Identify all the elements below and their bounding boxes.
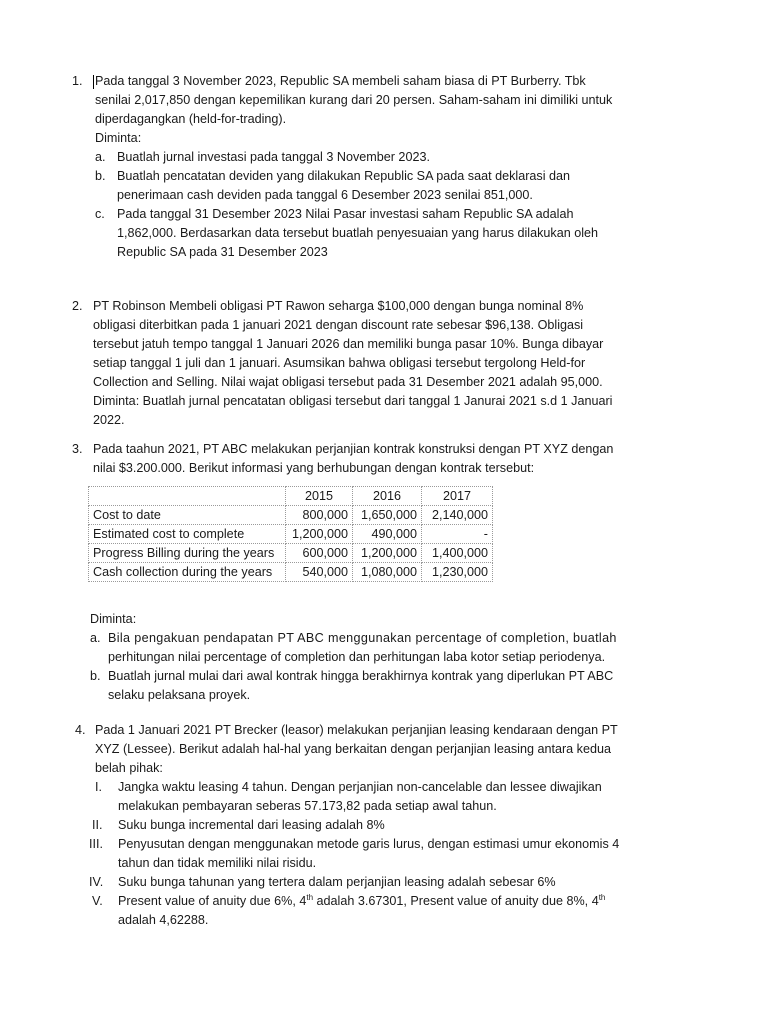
table-cell: 1,200,000 [286, 525, 353, 544]
item-line: Bila pengakuan pendapatan PT ABC menggunakan percentage of completion, buatlah [108, 631, 617, 645]
item-label: a. [95, 150, 106, 164]
item-label: b. [90, 669, 101, 683]
paragraph-line: nilai $3.200.000. Berikut informasi yang berhubungan dengan kontrak tersebut: [93, 461, 535, 475]
table-cell: 800,000 [286, 506, 353, 525]
table-header-cell: 2015 [286, 487, 353, 506]
table-header-cell: 2016 [353, 487, 422, 506]
table-cell: 600,000 [286, 544, 353, 563]
item-label: c. [95, 207, 105, 221]
item-line: Present value of anuity due 6%, 4th adalah 3.67301, Present value of anuity due 8%, 4th [118, 892, 606, 908]
item-label: IV. [89, 875, 104, 889]
question-number: 4. [75, 723, 86, 737]
item-line: Buatlah jurnal investasi pada tanggal 3 November 2023. [117, 150, 430, 164]
item-line: tahun dan tidak memiliki nilai risidu. [118, 856, 317, 870]
item-label: a. [90, 631, 101, 645]
question-number: 2. [72, 299, 83, 313]
item-line: Jangka waktu leasing 4 tahun. Dengan perjanjian non-cancelable dan lessee diwajikan [118, 780, 602, 794]
item-line: Penyusutan dengan menggunakan metode garis lurus, dengan estimasi umur ekonomis 4 [118, 837, 620, 851]
item-label: I. [95, 780, 102, 794]
table-header-row [89, 487, 493, 506]
table-row [89, 563, 493, 582]
item-label: b. [95, 169, 106, 183]
item-label: II. [92, 818, 103, 832]
paragraph-line: setiap tanggal 1 juli dan 1 januari. Asumsikan bahwa obligasi tersebut tergolong Held-for [93, 356, 586, 370]
item-line: Suku bunga incremental dari leasing adalah 8% [118, 818, 385, 832]
table-cell: 1,230,000 [422, 563, 493, 582]
item-label: III. [89, 837, 103, 851]
table-cell: - [422, 525, 493, 544]
paragraph-line: belah pihak: [95, 761, 163, 775]
paragraph-line: Collection and Selling. Nilai wajat obligasi tersebut pada 31 Desember 2021 adalah 95,000. [93, 375, 603, 389]
item-line: Buatlah pencatatan deviden yang dilakukan Republic SA pada saat deklarasi dan [117, 169, 570, 183]
table-cell: Cost to date [89, 506, 286, 525]
paragraph-line: obligasi diterbitkan pada 1 januari 2021 dengan discount rate sebesar $96,138. Obligasi [93, 318, 584, 332]
diminta-label: Diminta: [95, 131, 142, 145]
table-cell: 1,200,000 [353, 544, 422, 563]
paragraph-line: Pada taahun 2021, PT ABC melakukan perjanjian kontrak konstruksi dengan PT XYZ dengan [93, 442, 614, 456]
paragraph-line: tersebut jatuh tempo tanggal 1 Januari 2026 dan memiliki bunga pasar 10%. Bunga dibayar [93, 337, 604, 351]
table-row [89, 525, 493, 544]
question-number: 1. [72, 74, 83, 88]
table-cell: 490,000 [353, 525, 422, 544]
paragraph-line: senilai 2,017,850 dengan kepemilikan kurang dari 20 persen. Saham-saham ini dimiliki untuk [95, 93, 613, 107]
item-line: perhitungan nilai percentage of completion dan perhitungan laba kotor setiap periodenya. [108, 650, 606, 664]
paragraph-line: Pada 1 Januari 2021 PT Brecker (leasor) melakukan perjanjian leasing kendaraan dengan PT [95, 723, 618, 737]
item-label: V. [92, 894, 103, 908]
table-cell: 1,080,000 [353, 563, 422, 582]
table-cell: 1,650,000 [353, 506, 422, 525]
table-cell: Estimated cost to complete [89, 525, 286, 544]
item-line: adalah 4,62288. [118, 913, 209, 927]
table-cell: 1,400,000 [422, 544, 493, 563]
paragraph-line: Pada tanggal 3 November 2023, Republic SA membeli saham biasa di PT Burberry. Tbk [95, 74, 586, 88]
diminta-label: Diminta: [90, 612, 137, 626]
table-cell: 2,140,000 [422, 506, 493, 525]
item-line: Suku bunga tahunan yang tertera dalam perjanjian leasing adalah sebesar 6% [118, 875, 556, 889]
item-line: Pada tanggal 31 Desember 2023 Nilai Pasar investasi saham Republic SA adalah [117, 207, 574, 221]
paragraph-line: XYZ (Lessee). Berikut adalah hal-hal yang berkaitan dengan perjanjian leasing antara kedua [95, 742, 611, 756]
item-line: penerimaan cash deviden pada tanggal 6 Desember 2023 senilai 851,000. [117, 188, 533, 202]
item-line: melakukan pembayaran seberas 57.173,82 pada setiap awal tahun. [118, 799, 497, 813]
table-row [89, 544, 493, 563]
question-number: 3. [72, 442, 83, 456]
table-cell: Progress Billing during the years [89, 544, 286, 563]
table-cell: Cash collection during the years [89, 563, 286, 582]
paragraph-line: 2022. [93, 413, 125, 427]
paragraph-line: PT Robinson Membeli obligasi PT Rawon seharga $100,000 dengan bunga nominal 8% [93, 299, 584, 313]
table-header-cell: 2017 [422, 487, 493, 506]
item-line: selaku pelaksana proyek. [108, 688, 251, 702]
item-line: 1,862,000. Berdasarkan data tersebut buatlah penyesuaian yang harus dilakukan oleh [117, 226, 599, 240]
paragraph-line: diperdagangkan (held-for-trading). [95, 112, 287, 126]
table-row [89, 506, 493, 525]
table-header-cell [89, 487, 286, 506]
item-line: Buatlah jurnal mulai dari awal kontrak hingga berakhirnya kontrak yang diperlukan PT ABC [108, 669, 614, 683]
item-line: Republic SA pada 31 Desember 2023 [117, 245, 328, 259]
table-cell: 540,000 [286, 563, 353, 582]
text-cursor [93, 75, 94, 89]
construction-contract-table [88, 486, 493, 582]
paragraph-line: Diminta: Buatlah jurnal pencatatan obligasi tersebut dari tanggal 1 Janurai 2021 s.d 1 Januari [93, 394, 613, 408]
